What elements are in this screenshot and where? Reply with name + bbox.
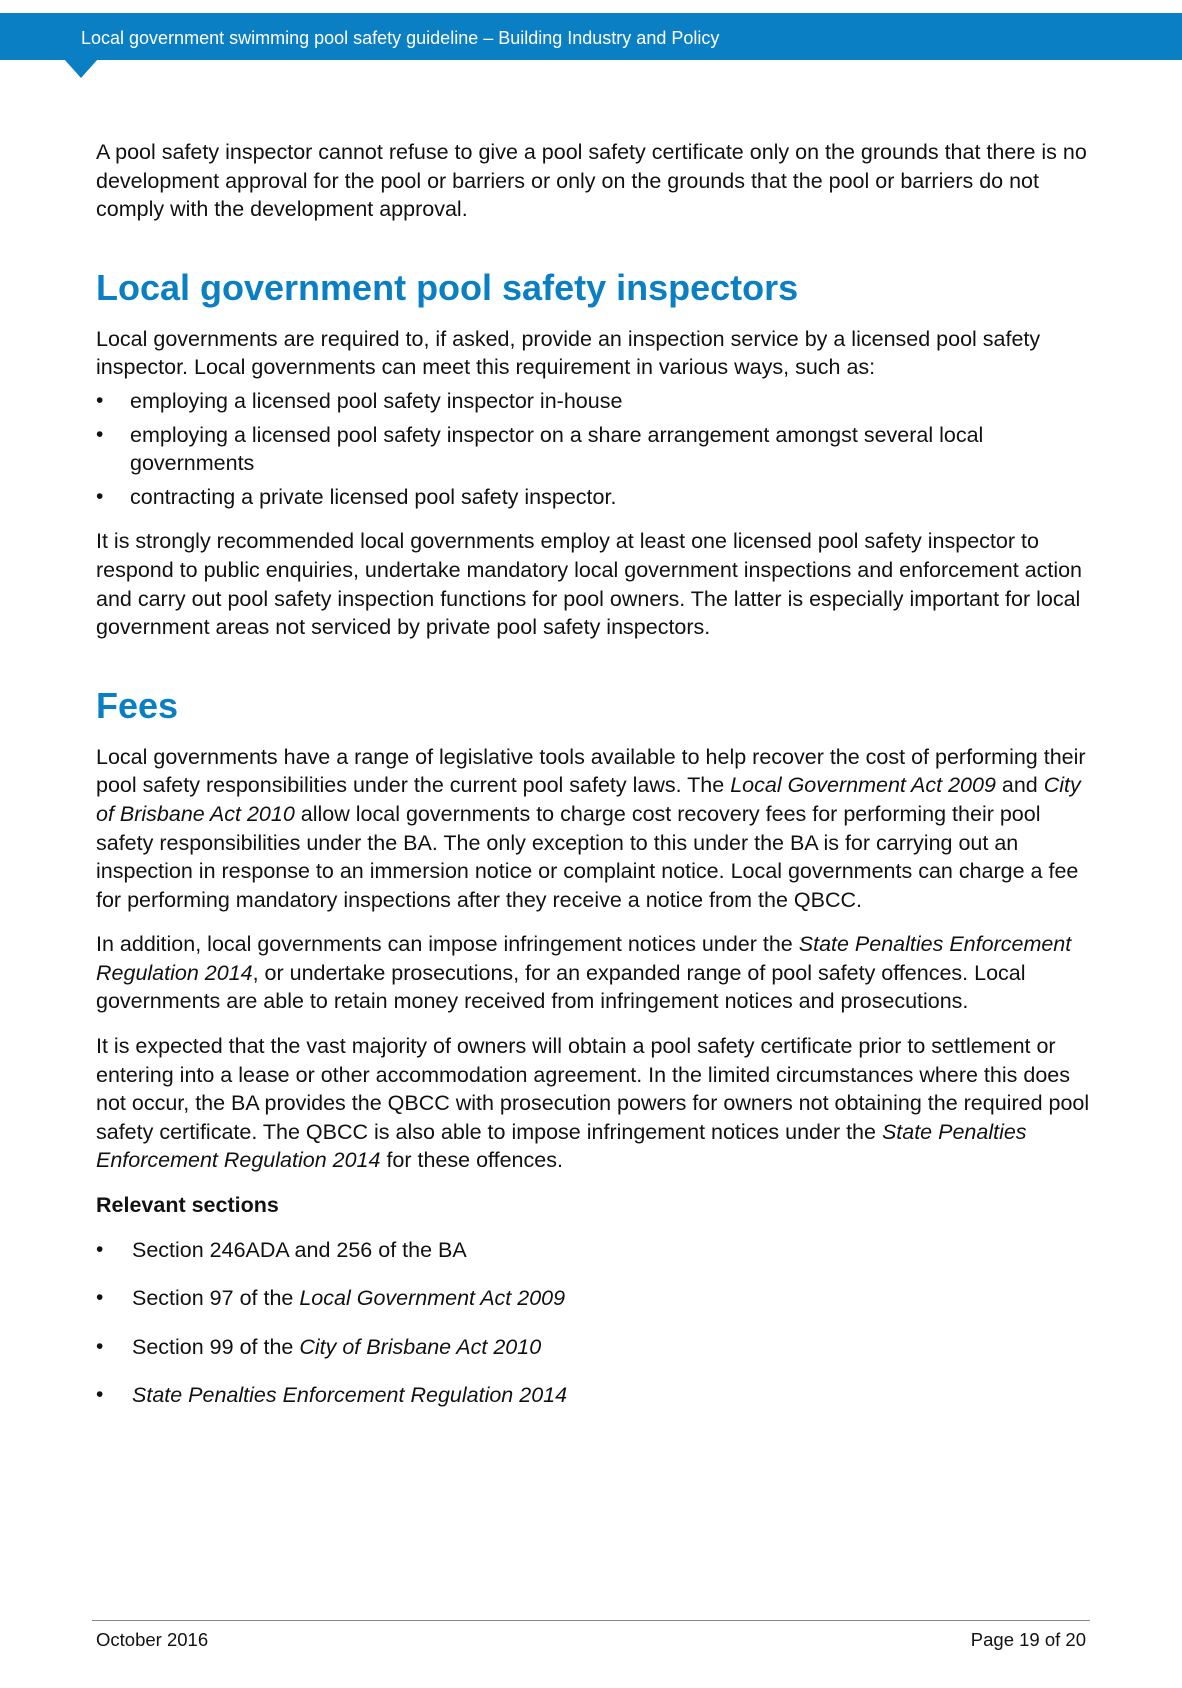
intro-paragraph: A pool safety inspector cannot refuse to give a pool safety certificate only on the grounds that there is no development approval for the pool or barriers or only on the grounds that the pool or barriers do not comply with the development approval. <box>96 140 1087 222</box>
heading-inspectors: Local government pool safety inspectors <box>96 266 799 308</box>
page-content <box>96 138 1096 1410</box>
text-run: allow local governments to charge cost recovery fees for performing their pool safety responsibilities under the BA. The only exception to this under the BA is for carrying out an inspection in response to an immersion notice or complaint notice. Local governments can charge a fee for performing mandatory inspections after they receive a notice from the QBCC. <box>96 801 1079 912</box>
header-notch <box>64 59 98 78</box>
footer-date: October 2016 <box>96 1629 209 1650</box>
regulation-title: State Penalties Enforcement Regulation 2014 <box>96 1119 1027 1173</box>
list-item: • employing a licensed pool safety inspector in-house <box>96 387 1096 416</box>
list-item: • employing a licensed pool safety inspector on a share arrangement amongst several local governments <box>96 421 1096 478</box>
text-run: Section 246ADA and 256 of the BA <box>132 1237 467 1262</box>
text-run: , or undertake prosecutions, for an expanded range of pool safety offences. Local governments are able to retain money received from infringement notices and prosecutions. <box>96 960 1026 1014</box>
act-title: State Penalties Enforcement Regulation 2014 <box>132 1383 568 1408</box>
act-title: City of Brisbane Act 2010 <box>299 1334 542 1359</box>
fees-paragraph-2 <box>96 930 1096 1016</box>
header-title: Local government swimming pool safety guideline – Building Industry and Policy <box>81 28 720 48</box>
list-item <box>96 1381 1096 1410</box>
text-run: and <box>995 773 1044 798</box>
list-item: • contracting a private licensed pool safety inspector. <box>96 483 1096 512</box>
act-title: Local Government Act 2009 <box>730 773 996 798</box>
text-run: Section 97 of the <box>132 1286 300 1311</box>
footer-page-number: Page 19 of 20 <box>970 1629 1086 1650</box>
text-run: Local governments have a range of legislative tools available to help recover the cost of performing their pool safety responsibilities under the current pool safety laws. The <box>96 744 1086 798</box>
list-item <box>96 1236 1096 1265</box>
text-run: for these offences. <box>380 1148 563 1173</box>
inspectors-options-list <box>96 387 1096 511</box>
act-title: City of Brisbane Act 2010 <box>96 773 1081 826</box>
regulation-title: State Penalties Enforcement Regulation 2014 <box>96 932 1072 985</box>
heading-fees: Fees <box>96 684 179 726</box>
text-run: In addition, local governments can impose infringement notices under the <box>96 932 799 957</box>
inspectors-recommendation: It is strongly recommended local governments employ at least one licensed pool safety inspector to respond to public enquiries, undertake mandatory local government inspections and enforcement action and carry out pool safety inspection functions for pool owners. The latter is especially important for local government areas not serviced by private pool safety inspectors. <box>96 529 1083 640</box>
list-item <box>96 1284 1096 1313</box>
relevant-sections-title: Relevant sections <box>96 1193 279 1218</box>
relevant-sections-list <box>96 1236 1096 1410</box>
fees-paragraph-3 <box>96 1032 1096 1175</box>
fees-paragraph-1 <box>96 743 1096 915</box>
text-run: Section 99 of the <box>132 1334 300 1359</box>
footer-divider <box>92 1620 1090 1621</box>
inspectors-lead: Local governments are required to, if asked, provide an inspection service by a licensed pool safety inspector. Local governments can meet this requirement in various ways, such as: <box>96 326 1041 380</box>
act-title: Local Government Act 2009 <box>299 1286 566 1311</box>
list-item <box>96 1333 1096 1362</box>
text-run: It is expected that the vast majority of owners will obtain a pool safety certificate prior to settlement or entering into a lease or other accommodation agreement. In the limited circumstances where this does not occur, the BA provides the QBCC with prosecution powers for owners not obtaining the required pool safety certificate. The QBCC is also able to impose infringement notices under the <box>96 1034 1090 1144</box>
